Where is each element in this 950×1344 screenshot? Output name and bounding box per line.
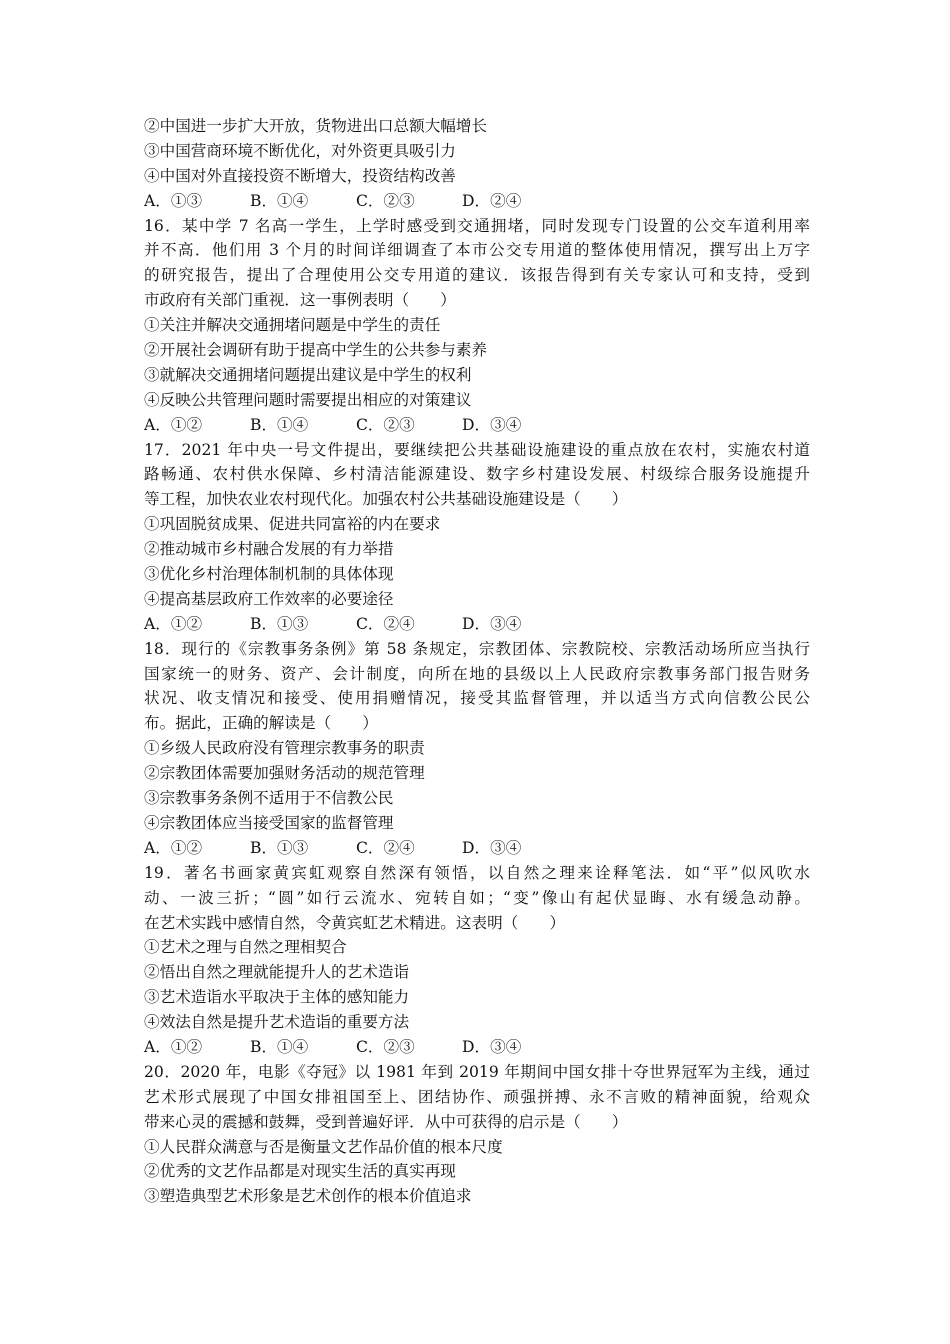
choice-item: ①人民群众满意与否是衡量文艺作品价值的根本尺度 <box>144 1137 503 1156</box>
option-c: C．②③ <box>356 191 415 210</box>
question-stem-line: 状况、收支情况和接受、使用捐赠情况，接受其监督管理，并以适当方式向信教公民公 <box>144 689 810 708</box>
choice-item: ②开展社会调研有助于提高中学生的公共参与素养 <box>144 341 488 360</box>
choice-item: ④宗教团体应当接受国家的监督管理 <box>144 813 394 832</box>
answer-options <box>144 413 810 438</box>
answer-options <box>144 189 810 214</box>
option-c: C．②③ <box>356 1037 415 1056</box>
choice-item: ①关注并解决交通拥堵问题是中学生的责任 <box>144 316 441 335</box>
option-d: D．③④ <box>462 1037 522 1056</box>
choice-item: ①巩固脱贫成果、促进共同富裕的内在要求 <box>144 515 441 534</box>
question-stem-line: 16．某中学 7 名高一学生，上学时感受到交通拥堵，同时发现专门设置的公交车道利用率 <box>144 216 810 235</box>
choice-item: ③优化乡村治理体制机制的具体体现 <box>144 565 394 584</box>
choice-item: ②悟出自然之理就能提升人的艺术造诣 <box>144 963 410 982</box>
question-stem-line: 并不高．他们用 3 个月的时间详细调查了本市公交专用道的整体使用情况，撰写出上万字 <box>144 241 810 260</box>
question-stem-line: 动、一波三折；“圆”如行云流水、宛转自如；“变”像山有起伏显晦、水有缓急动静。 <box>144 888 810 907</box>
question-stem-line: 市政府有关部门重视．这一事例表明（ ） <box>144 291 456 310</box>
question-stem-line: 路畅通、农村供水保障、乡村清洁能源建设、数字乡村建设发展、村级综合服务设施提升 <box>144 465 810 484</box>
option-d: D．③④ <box>462 415 522 434</box>
choice-item: ①艺术之理与自然之理相契合 <box>144 938 347 957</box>
choice-item: ③就解决交通拥堵问题提出建议是中学生的权利 <box>144 365 472 384</box>
question-stem-line: 18．现行的《宗教事务条例》第 58 条规定，宗教团体、宗教院校、宗教活动场所应当执行 <box>144 639 810 658</box>
question-stem-line: 19．著名书画家黄宾虹观察自然深有领悟，以自然之理来诠释笔法．如“平”似风吹水 <box>144 863 810 882</box>
question-stem-line: 等工程，加快农业农村现代化。加强农村公共基础设施建设是（ ） <box>144 490 628 509</box>
choice-item: ②优秀的文艺作品都是对现实生活的真实再现 <box>144 1162 456 1181</box>
choice-item: ①乡级人民政府没有管理宗教事务的职责 <box>144 739 425 758</box>
exam-page <box>144 114 810 1209</box>
answer-options <box>144 836 810 861</box>
choice-item: ④效法自然是提升艺术造诣的重要方法 <box>144 1013 410 1032</box>
choice-item: ④提高基层政府工作效率的必要途径 <box>144 589 394 608</box>
choice-item: ④中国对外直接投资不断增大，投资结构改善 <box>144 166 456 185</box>
question-stem-line: 艺术形式展现了中国女排祖国至上、团结协作、顽强拼搏、永不言败的精神面貌，给观众 <box>144 1087 810 1106</box>
option-b: B．①④ <box>250 191 309 210</box>
option-b: B．①③ <box>250 838 309 857</box>
choice-item: ③中国营商环境不断优化，对外资更具吸引力 <box>144 141 456 160</box>
option-a: A．①② <box>144 1037 203 1056</box>
question-stem-line: 在艺术实践中感情自然，令黄宾虹艺术精进。这表明（ ） <box>144 913 566 932</box>
choice-item: ③宗教事务条例不适用于不信教公民 <box>144 789 394 808</box>
option-c: C．②③ <box>356 415 415 434</box>
option-a: A．①② <box>144 614 203 633</box>
option-d: D．②④ <box>462 191 522 210</box>
question-stem-line: 20．2020 年，电影《夺冠》以 1981 年到 2019 年期间中国女排十夺世界冠军为主线，通过 <box>144 1062 810 1081</box>
question-stem-line: 带来心灵的震撼和鼓舞，受到普遍好评．从中可获得的启示是（ ） <box>144 1112 628 1131</box>
question-20 <box>144 1060 810 1209</box>
choice-item: ③艺术造诣水平取决于主体的感知能力 <box>144 988 410 1007</box>
option-b: B．①④ <box>250 1037 309 1056</box>
choice-item: ④反映公共管理问题时需要提出相应的对策建议 <box>144 390 472 409</box>
question-15-continued <box>144 114 810 214</box>
option-c: C．②④ <box>356 838 415 857</box>
question-18 <box>144 637 810 861</box>
answer-options <box>144 1035 810 1060</box>
option-b: B．①③ <box>250 614 309 633</box>
option-a: A．①② <box>144 838 203 857</box>
option-a: A．①② <box>144 415 203 434</box>
question-16 <box>144 214 810 438</box>
answer-options <box>144 612 810 637</box>
question-stem-line: 布。据此，正确的解读是（ ） <box>144 714 378 733</box>
question-stem-line: 的研究报告，提出了合理使用公交专用道的建议．该报告得到有关专家认可和支持，受到 <box>144 266 810 285</box>
question-19 <box>144 861 810 1060</box>
option-b: B．①④ <box>250 415 309 434</box>
choice-item: ③塑造典型艺术形象是艺术创作的根本价值追求 <box>144 1187 472 1206</box>
option-d: D．③④ <box>462 838 522 857</box>
option-d: D．③④ <box>462 614 522 633</box>
question-stem-line: 国家统一的财务、资产、会计制度，向所在地的县级以上人民政府宗教事务部门报告财务 <box>144 664 810 683</box>
option-a: A．①③ <box>144 191 203 210</box>
question-17 <box>144 438 810 637</box>
choice-item: ②中国进一步扩大开放，货物进出口总额大幅增长 <box>144 117 488 135</box>
option-c: C．②④ <box>356 614 415 633</box>
question-stem-line: 17．2021 年中央一号文件提出，要继续把公共基础设施建设的重点放在农村，实施农村道 <box>144 440 810 459</box>
choice-item: ②推动城市乡村融合发展的有力举措 <box>144 540 394 559</box>
choice-item: ②宗教团体需要加强财务活动的规范管理 <box>144 764 425 783</box>
